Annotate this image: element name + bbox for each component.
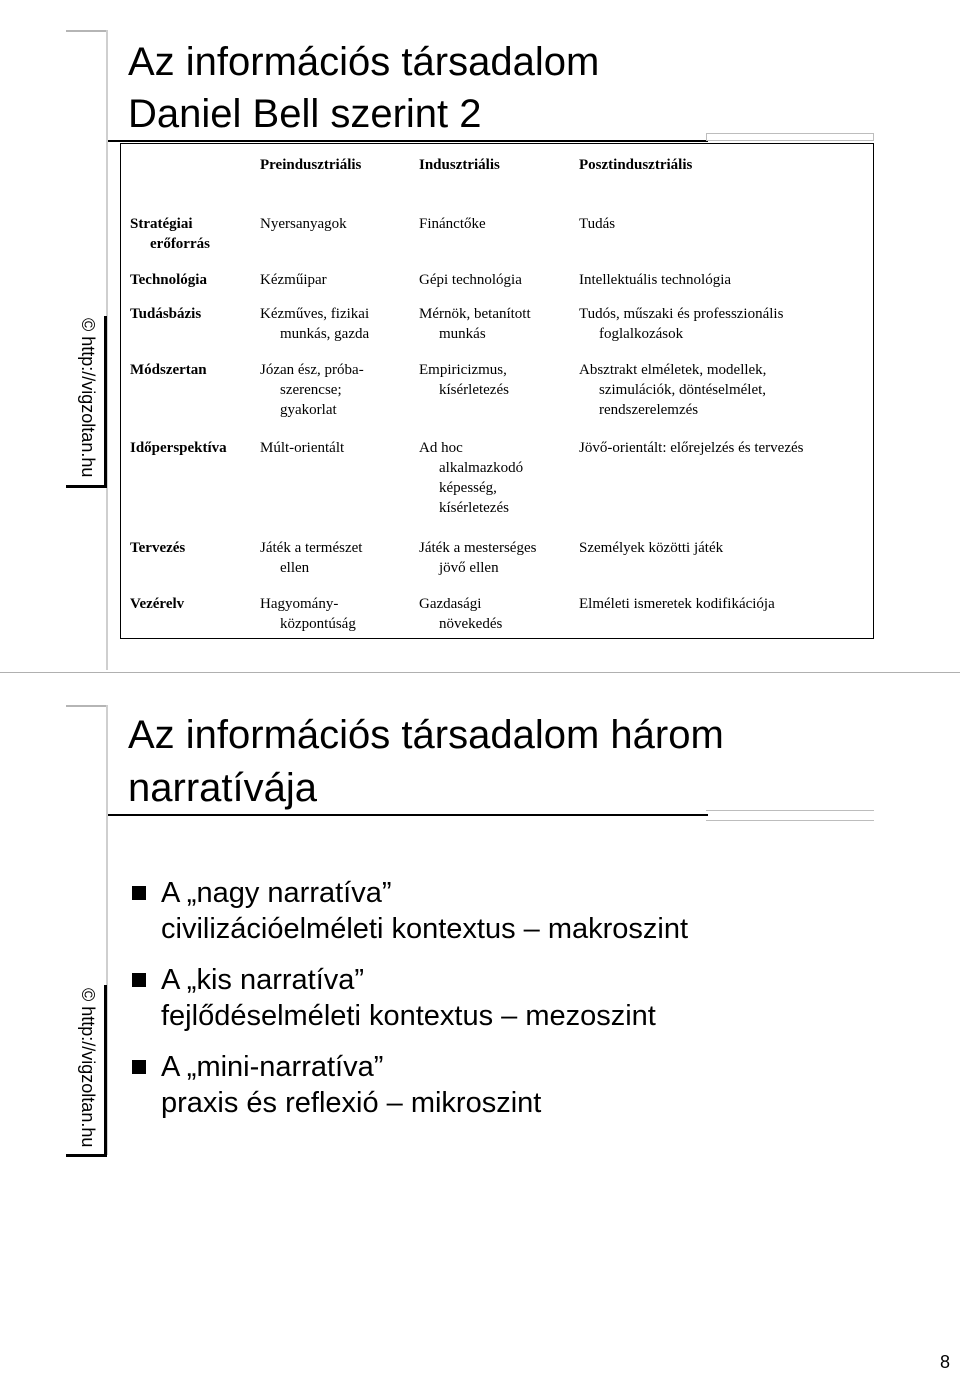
table-cell: Kézműves, fizikai munkás, gazda [260, 306, 370, 342]
table-header-postindustrial: Posztindusztriális [579, 157, 693, 173]
table-cell: Kézműipar [260, 272, 327, 288]
table-row-label: Stratégiai erőforrás [130, 216, 210, 252]
table-header-preindustrial: Preindusztriális [260, 157, 362, 173]
table-cell: Empiricizmus, kísérletezés [419, 362, 509, 398]
table-cell: Játék a mesterséges jövő ellen [419, 540, 537, 576]
table-row-label: Időperspektíva [130, 440, 227, 456]
table-cell: Józan ész, próba- szerencse; gyakorlat [260, 362, 364, 418]
table-cell: Elméleti ismeretek kodifikációja [579, 596, 775, 612]
slide1-title-rule [108, 140, 708, 142]
slide1-copyright-tick [66, 485, 106, 488]
slide1-copyright-bar [104, 316, 107, 488]
table-row-label: Vezérelv [130, 596, 185, 612]
slide2-copyright-bar [104, 985, 107, 1157]
list-item: A „kis narratíva” fejlődéselméleti kontextus – mezoszint [132, 962, 656, 1034]
slide-separator [0, 672, 960, 673]
slide1-frame-top [66, 30, 106, 32]
table-cell: Tudás [579, 216, 616, 232]
slide1-title-line1: Az információs társadalom [128, 40, 600, 84]
table-cell: Mérnök, betanított munkás [419, 306, 531, 342]
bullet-square-icon [132, 1060, 146, 1074]
table-row-label: Tudásbázis [130, 306, 202, 322]
table-cell: Személyek közötti játék [579, 540, 724, 556]
slide1-title-line2: Daniel Bell szerint 2 [128, 92, 482, 136]
table-cell: Tudós, műszaki és professzionális foglalkozások [579, 306, 784, 342]
bullet-square-icon [132, 973, 146, 987]
table-cell: Nyersanyagok [260, 216, 347, 232]
list-item: A „mini-narratíva” praxis és reflexió – mikroszint [132, 1049, 541, 1121]
table-cell: Ad hoc alkalmazkodó képesség, kísérletezés [419, 440, 524, 516]
table-cell: Múlt-orientált [260, 440, 345, 456]
slide2-title-line1: Az információs társadalom három [128, 713, 724, 757]
slide2-copyright-tick [66, 1154, 106, 1157]
slide1-title-rule-box [706, 133, 874, 141]
slide1-copyright-label: © http://vigzoltan.hu [78, 318, 98, 478]
bullet-square-icon [132, 886, 146, 900]
table-cell: Játék a természet ellen [260, 540, 363, 576]
table-cell: Gazdasági növekedés [419, 596, 503, 632]
slide2-title-rule-extension [706, 810, 874, 811]
list-item: A „nagy narratíva” civilizációelméleti kontextus – makroszint [132, 875, 688, 947]
slide2-title-line2: narratívája [128, 766, 317, 810]
table-cell: Gépi technológia [419, 272, 522, 288]
table-cell: Jövő-orientált: előrejelzés és tervezés [579, 440, 804, 456]
slide2-title-rule [108, 814, 708, 816]
table-row-label: Módszertan [130, 362, 207, 378]
page-number: 8 [939, 1352, 950, 1372]
table-header-industrial: Indusztriális [419, 157, 500, 173]
slide2-copyright-label: © http://vigzoltan.hu [78, 988, 98, 1148]
slide2-title-rule-extension-bottom [706, 820, 874, 821]
table-row-label: Technológia [130, 272, 207, 288]
table-cell: Absztrakt elméletek, modellek, szimulációk, döntéselmélet, rendszerelemzés [579, 362, 767, 418]
slide2-frame-top [66, 705, 106, 707]
table-cell: Hagyomány- központúság [260, 596, 356, 632]
table-row-label: Tervezés [130, 540, 186, 556]
table-cell: Intellektuális technológia [579, 272, 732, 288]
table-cell: Finánctőke [419, 216, 486, 232]
